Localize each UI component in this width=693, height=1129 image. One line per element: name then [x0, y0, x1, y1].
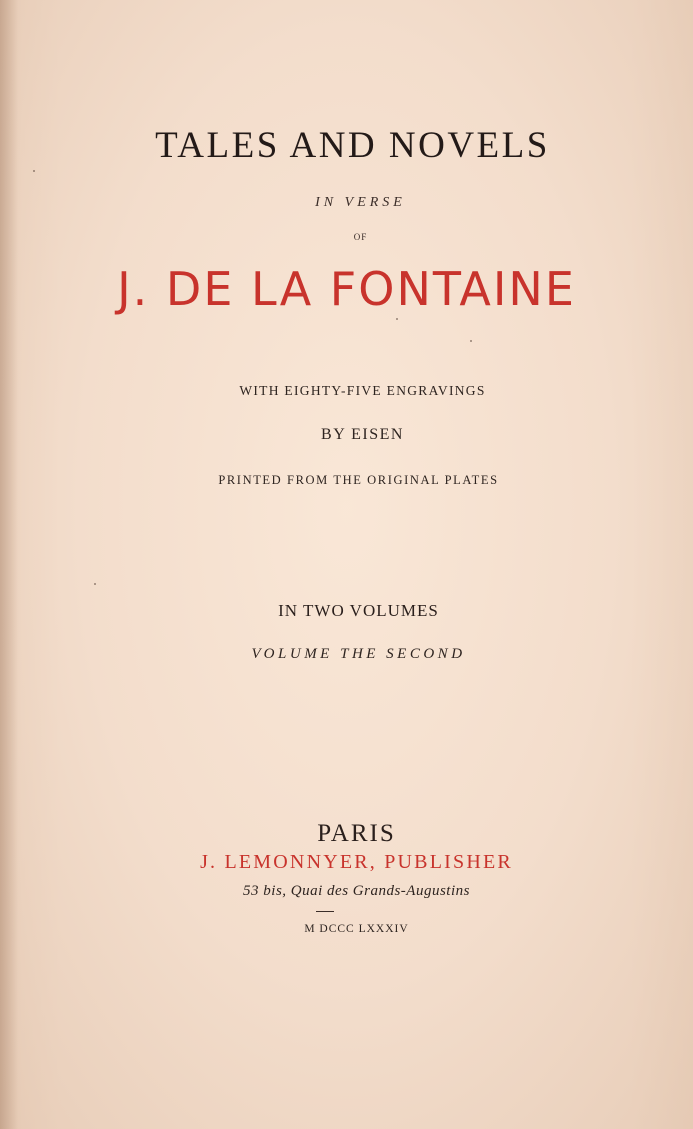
paper-speck [94, 583, 96, 585]
publication-city: PARIS [317, 820, 396, 847]
of-connector: OF [353, 232, 368, 242]
paper-speck [33, 170, 35, 172]
divider-rule [316, 911, 334, 912]
engravings-note: WITH EIGHTY-FIVE ENGRAVINGS [239, 383, 486, 398]
printing-note: PRINTED FROM THE ORIGINAL PLATES [218, 473, 499, 487]
publisher-address: 53 bis, Quai des Grands-Augustins [243, 883, 470, 899]
author-name: J. DE LA FONTAINE [117, 262, 576, 316]
publication-date: M DCCC LXXXIV [304, 923, 409, 935]
book-title: TALES AND NOVELS [155, 125, 550, 166]
volume-number: VOLUME THE SECOND [251, 646, 466, 662]
publisher-name: J. LEMONNYER, PUBLISHER [200, 851, 513, 873]
volumes-count: IN TWO VOLUMES [278, 601, 439, 620]
paper-speck [396, 318, 398, 320]
paper-speck [470, 340, 472, 342]
spine-shadow [0, 0, 18, 1129]
illustrator-credit: BY EISEN [321, 426, 404, 443]
book-subtitle: IN VERSE [315, 195, 406, 210]
